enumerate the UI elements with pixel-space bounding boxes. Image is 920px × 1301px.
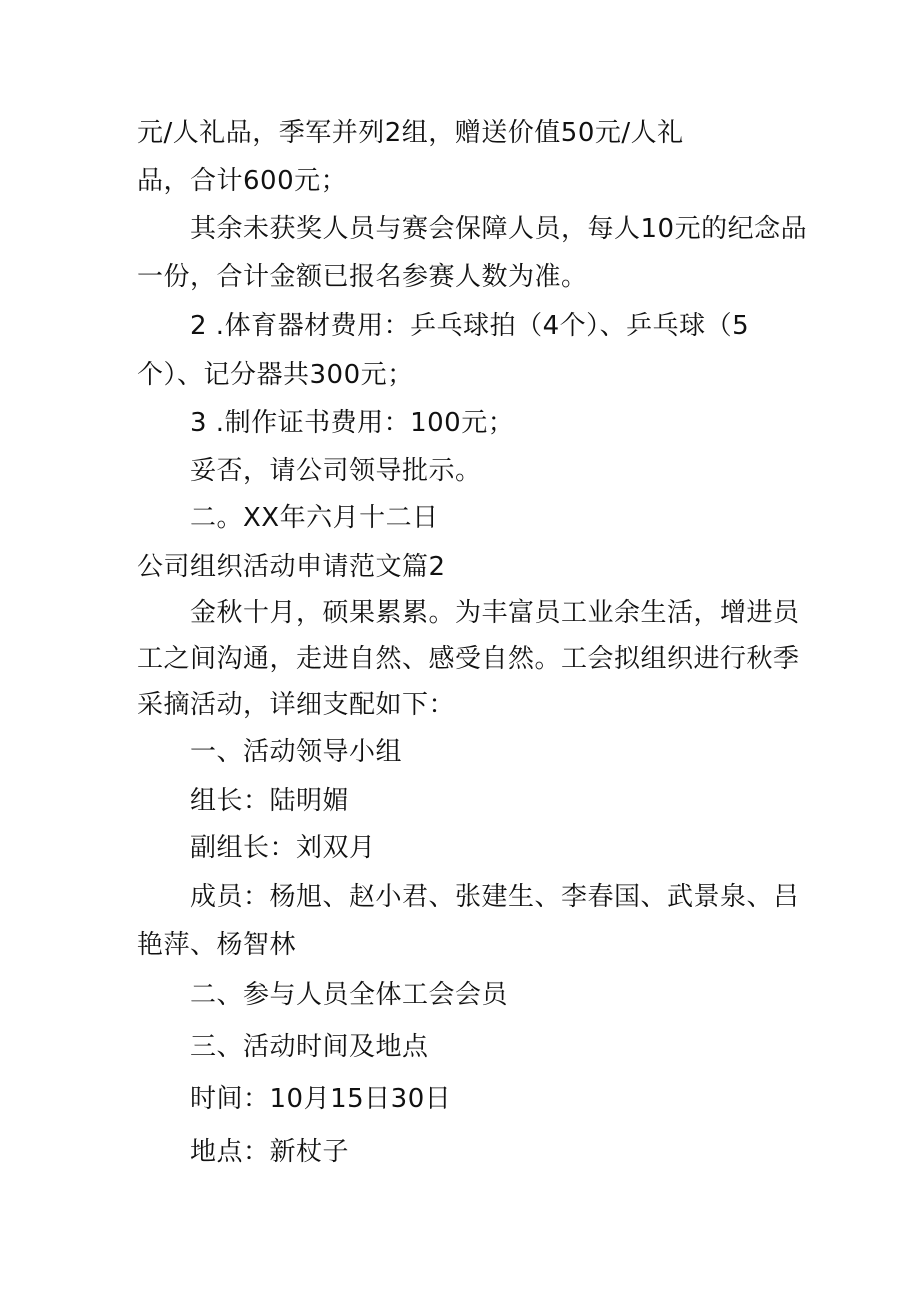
- list-item-line: 3 .制作证书费用：100元；: [190, 408, 515, 438]
- text-line: 时间：10月15日30日: [190, 1084, 452, 1114]
- paragraph-line: 妥否，请公司领导批示。: [190, 456, 482, 486]
- text-line: 采摘活动，详细支配如下：: [137, 690, 456, 720]
- text-line: 组长：陆明媚: [190, 786, 350, 816]
- date-line: 二。XX年六月十二日: [190, 503, 439, 533]
- heading-line: 三、活动时间及地点: [190, 1032, 429, 1062]
- paragraph-line: 金秋十月，硕果累累。为丰富员工业余生活，增进员: [190, 598, 800, 628]
- heading-line: 一、活动领导小组: [190, 737, 403, 767]
- text-line: 一份，合计金额已报名参赛人数为准。: [137, 262, 588, 292]
- text-line: 成员：杨旭、赵小君、张建生、李春国、武景泉、吕: [190, 882, 800, 912]
- paragraph-line: 其余未获奖人员与赛会保障人员，每人10元的纪念品: [190, 214, 808, 244]
- text-line: 个）、记分器共300元；: [137, 360, 414, 390]
- text-line: 副组长：刘双月: [190, 833, 376, 863]
- section-title: 公司组织活动申请范文篇2: [137, 552, 446, 582]
- text-line: 品，合计600元；: [137, 166, 348, 196]
- list-item-line: 2 .体育器材费用：乒乓球拍（4个）、乒乓球（5: [190, 311, 750, 341]
- text-line: 艳萍、杨智林: [137, 930, 297, 960]
- text-line: 地点：新杖子: [190, 1137, 350, 1167]
- heading-line: 二、参与人员全体工会会员: [190, 980, 509, 1010]
- text-line: 工之间沟通，走进自然、感受自然。工会拟组织进行秋季: [137, 644, 800, 674]
- text-line: 元/人礼品，季军并列2组，赠送价值50元/人礼: [137, 118, 684, 148]
